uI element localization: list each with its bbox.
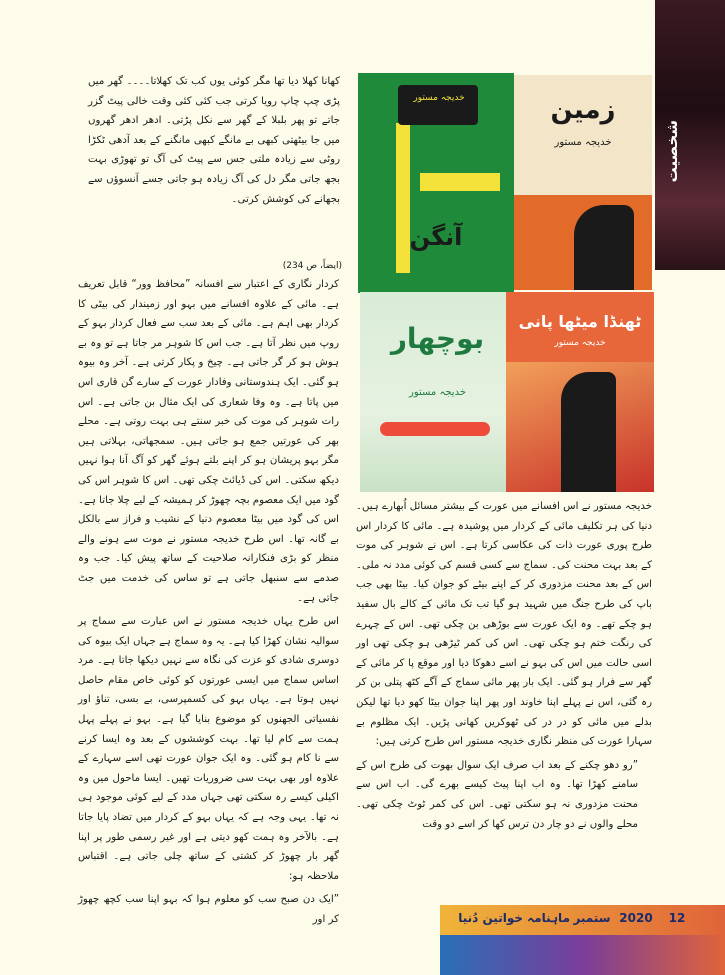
book-cover-thanda-meetha-pani	[506, 292, 654, 492]
footer-month: ستمبر	[573, 911, 611, 925]
paragraph: کردار نگاری کے اعتبار سے افسانہ ”محافظ وور“ قابل تعریف ہے۔ مائی کے علاوہ افسانے میں بہو اور زمیندار کی بیٹی کا کردار بھی اہم ہے۔ مائی کے بعد سب سے فعال کردار بہو کے روپ میں نظر آتا ہے۔ جب اس کا شوہر مر جاتا ہے تو وہ بے ہوش ہو کر گر جاتی ہے۔ چیخ و پکار کرتی ہے۔ آخر وہ بیوہ ہو گئی۔ ایک ہندوستانی وفادار عورت کے سارے گن قاری اس میں پاتا ہے۔ وہ وفا شعاری کی ایک مثال بن جاتی ہے۔ اس رات شوہر کی موت کی خبر سنتے ہی بہت روتی ہے۔ محلے بھر کی عورتیں جمع ہو جاتی ہیں۔ سمجھاتی، بہلاتی ہیں مگر بہو پریشان ہو کر اپنے بلتے ہوئے گھر کو آگ آنا ہوا نہیں دیکھ سکتی۔ اس کی ڈیائٹ چکی تھی۔ اس کا شوہر اس کی گود میں ایک معصوم بچہ چھوڑ کر ہمیشہ کے لیے چلا جاتا ہے۔ اس کی گود میں بیٹا معصوم دنیا کے نشیب و فراز سے بالکل بے گانہ تھا۔ اس طرح خدیجہ مستور نے موت سے ہونے والے منظر کو بڑی فنکارانہ صلاحیت کے ساتھ پیش کیا۔ جب وہ صدمے سے سنبھل جاتی ہے تو ساس کی خدمت میں جٹ جاتی ہے۔	[78, 279, 339, 604]
cover-author-plate	[398, 85, 478, 125]
quote-bottom-left: ”ایک دن صبح سب کو معلوم ہوا کہ بہو اپنا سب کچھ چھوڑ کر اور	[78, 894, 339, 925]
section-tab	[655, 0, 725, 270]
book-author: خدیجہ مستور	[413, 93, 465, 103]
book-author: خدیجہ مستور	[409, 387, 466, 398]
book-title: آنگن	[409, 223, 463, 251]
footer-band-bottom	[440, 935, 725, 975]
book-cover-bochaar	[360, 292, 515, 492]
cover-figure	[561, 372, 616, 492]
book-title: بوچھار	[390, 322, 485, 355]
book-cover-aangan	[358, 73, 514, 293]
quote-bottom-right: ”رو دھو چکنے کے بعد اب صرف ایک سوال بھوت کی طرح اس کے سامنے کھڑا تھا۔ وہ اب اپنا پیٹ کیسے بھرے گی۔ اب اس سے محنت مزدوری نہ ہو سکتی تھی۔ اس کی کمر ٹوٹ چکی تھی۔ محلے والوں نے دو چار دن ترس کھا کر اسے دو وقت	[356, 759, 638, 830]
right-column-body	[356, 497, 652, 834]
book-cover-zameen	[514, 75, 652, 290]
cover-stroke	[380, 422, 490, 436]
paragraph: خدیجہ مستور نے اس افسانے میں عورت کے بیشتر مسائل اُبھارے ہیں۔ دنیا کی ہر تکلیف مائی کے کردار میں پوشیدہ ہے۔ مائی کا کردار اس طرح پوری عورت ذات کی عکاسی کرتا ہے۔ اس نے شوہر کی موت کے بعد بہت محنت کی۔ سماج سے کسی قسم کی کوئی مدد نہ ملی۔ اس کے بعد محنت مزدوری کر کے اپنے بیٹے کو جوان کیا۔ بیٹا بھی جب باپ کی طرح جنگ میں شہید ہو گیا تب تک مائی کے کالے بال سفید ہو چکے تھے۔ وہ ایک عورت سے بوڑھی بن چکی تھی۔ اس کے چہرے کی رنگت ختم ہو چکی تھی۔ اس کی کمر ٹیڑھی ہو چکی تھی اور اسی حالت میں اس کی بہو نے اسے دھوکا دیا اور موقع پا کر مائی کے گھر سے فرار ہو گئی۔ ایک بار پھر مائی سماج کے آگے کٹھ پتلی بن کر رہ گئی، اس نے پہلے اپنا خاوند اور پھر اپنا جوان بیٹا کھو دیا تھا لیکن بدلے میں مائی کو در در کی ٹھوکریں کھانی پڑیں۔ ایک مظلوم بے سہارا عورت کی منظر نگاری خدیجہ مستور اس طرح کرتی ہیں:	[356, 501, 652, 748]
cover-figure	[574, 205, 634, 290]
page-footer	[440, 905, 725, 975]
cover-stroke	[420, 173, 500, 191]
footer-year: 2020	[619, 911, 653, 925]
page-number: 12	[668, 911, 686, 925]
quote-top	[88, 72, 340, 209]
section-label: شخصیت	[663, 120, 681, 183]
quote-top-text: کھانا کھلا دیا تھا مگر کوئی یوں کب تک کھلاتا۔۔۔۔ گھر میں پڑی چپ چاپ رویا کرتی جب کئی کئی وقت خالی پیٹ گزر جاتے تو پھر بلبلا کے گھر سے نکل پڑتی۔ ادھر ادھر گھروں میں جا بیٹھتی کبھی بے مانگے کبھی مانگنے کے بعد آدھی ٹکڑا روٹی سے زیادہ ملتی جس سے پیٹ کی آگ تو تھوڑی بہت بجھ جاتی مگر دل کی آگ زیادہ ہو جاتی جسے آنسوؤں سے بجھانے کی کوشش کرتی۔	[88, 76, 340, 205]
book-author: خدیجہ مستور	[554, 338, 606, 348]
left-column-body	[78, 275, 353, 930]
book-title: زمین	[550, 95, 616, 125]
paragraph: اس طرح یہاں خدیجہ مستور نے اس عبارت سے سماج پر سوالیہ نشان کھڑا کیا ہے۔ یہ وہ سماج ہے جہاں ایک بیوہ کی دوسری شادی کو عزت کی نگاہ سے نہیں دیکھا جاتا ہے۔ مرد اساس سماج میں ایسی عورتوں کو کوئی خاص مقام حاصل نہیں ہوتا ہے۔ یہاں بہو کی کسمپرسی، بے بسی، تناؤ اور نفسیاتی الجھنوں کو موضوع بنایا گیا ہے۔ بہو نے پہلے پہل ہمت سے کام لیا تھا۔ بہت کوششوں کے بعد وہ ایسا کرنے سے نا کام ہو گئی۔ وہ ایک جوان عورت تھی اسے سہارے کے علاوہ اور بھی بہت سی ضروریات تھیں۔ ایسا ماحول میں وہ اکیلی کیسے رہ سکتی تھی جہاں مدد کے لیے کوئی موجود ہی نہ تھا۔ یہی وجہ ہے کہ یہاں بہو کے کردار میں تضاد پایا جاتا ہے۔ بالآخر وہ ہمت کھو دیتی ہے اور غیر رسمی طور پر اپنا گھر بار چھوڑ کر کشتی کے ساتھ چلی جاتی ہے۔ اقتباس ملاحظہ ہو:	[78, 616, 339, 882]
footer-magazine: ماہنامہ خواتین دُنیا	[458, 911, 570, 925]
citation: (ایضاً، ص 234)	[282, 261, 342, 271]
book-author: خدیجہ مستور	[554, 137, 612, 148]
book-title: ٹھنڈا میٹھا پانی	[518, 312, 642, 331]
